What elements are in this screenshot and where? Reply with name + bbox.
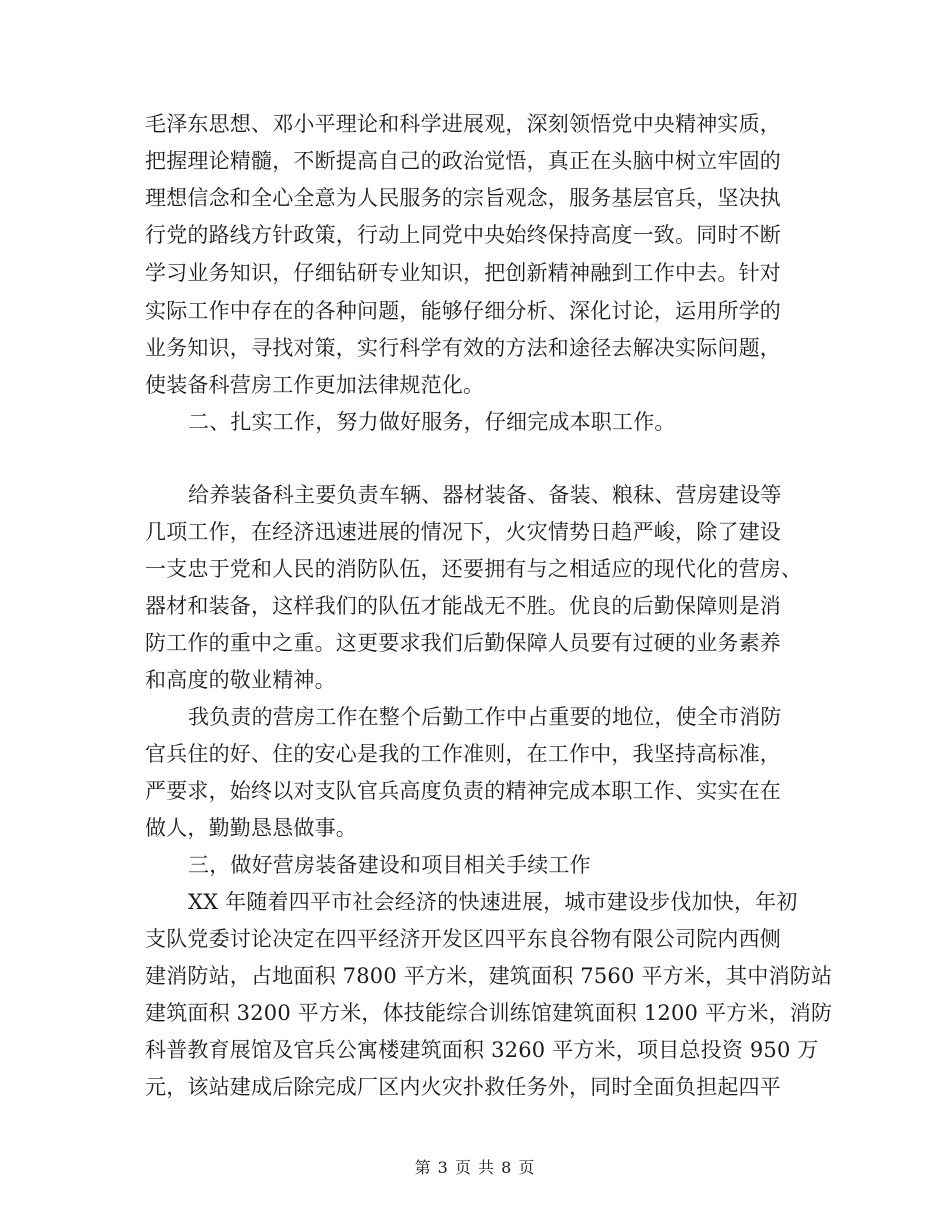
text-line: 把握理论精髓，不断提高自己的政治觉悟，真正在头脑中树立牢固的 [145,149,781,173]
text-line: 防工作的重中之重。这更要求我们后勤保障人员要有过硬的业务素养 [145,631,781,655]
section-heading: 二、扎实工作，努力做好服务，仔细完成本职工作。 [188,410,676,434]
text-line: 支队党委讨论决定在四平经济开发区四平东良谷物有限公司院内西侧 [145,927,781,951]
text-line: 学习业务知识，仔细钻研专业知识，把创新精神融到工作中去。针对 [145,261,781,285]
text-line: 建消防站，占地面积 7800 平方米，建筑面积 7560 平方米，其中消防站 [145,964,833,988]
text-line: 建筑面积 3200 平方米，体技能综合训练馆建筑面积 1200 平方米，消防 [145,1001,833,1025]
text-line: 器材和装备，这样我们的队伍才能战无不胜。优良的后勤保障则是消 [145,594,781,618]
text-line: 我负责的营房工作在整个后勤工作中占重要的地位，使全市消防 [188,705,782,729]
page-number-footer: 第 3 页 共 8 页 [414,1158,536,1177]
text-line: 做人，勤勤恳恳做事。 [145,816,357,840]
text-line: 给养装备科主要负责车辆、器材装备、备装、粮秣、营房建设等 [188,483,782,507]
text-line: 一支忠于党和人民的消防队伍，还要拥有与之相适应的现代化的营房、 [145,557,803,581]
text-line: 科普教育展馆及官兵公寓楼建筑面积 3260 平方米，项目总投资 950 万 [145,1038,819,1062]
text-line: 和高度的敬业精神。 [145,668,336,692]
text-line: 几项工作，在经济迅速进展的情况下，火灾情势日趋严峻，除了建设 [145,520,781,544]
text-line: XX 年随着四平市社会经济的快速进展，城市建设步伐加快，年初 [188,890,798,914]
text-line: 官兵住的好、住的安心是我的工作准则，在工作中，我坚持高标准， [145,742,781,766]
section-heading: 三，做好营房装备建设和项目相关手续工作 [188,853,591,877]
text-line: 毛泽东思想、邓小平理论和科学进展观，深刻领悟党中央精神实质， [145,112,781,136]
text-line: 行党的路线方针政策，行动上同党中央始终保持高度一致。同时不断 [145,223,781,247]
text-line: 理想信念和全心全意为人民服务的宗旨观念，服务基层官兵，坚决执 [145,186,781,210]
text-line: 业务知识，寻找对策，实行科学有效的方法和途径去解决实际问题， [145,336,781,360]
text-line: 严要求，始终以对支队官兵高度负责的精神完成本职工作、实实在在 [145,779,781,803]
text-line: 实际工作中存在的各种问题，能够仔细分析、深化讨论，运用所学的 [145,299,781,323]
text-line: 使装备科营房工作更加法律规范化。 [145,373,485,397]
text-line: 元，该站建成后除完成厂区内火灾扑救任务外，同时全面负担起四平 [145,1075,781,1099]
